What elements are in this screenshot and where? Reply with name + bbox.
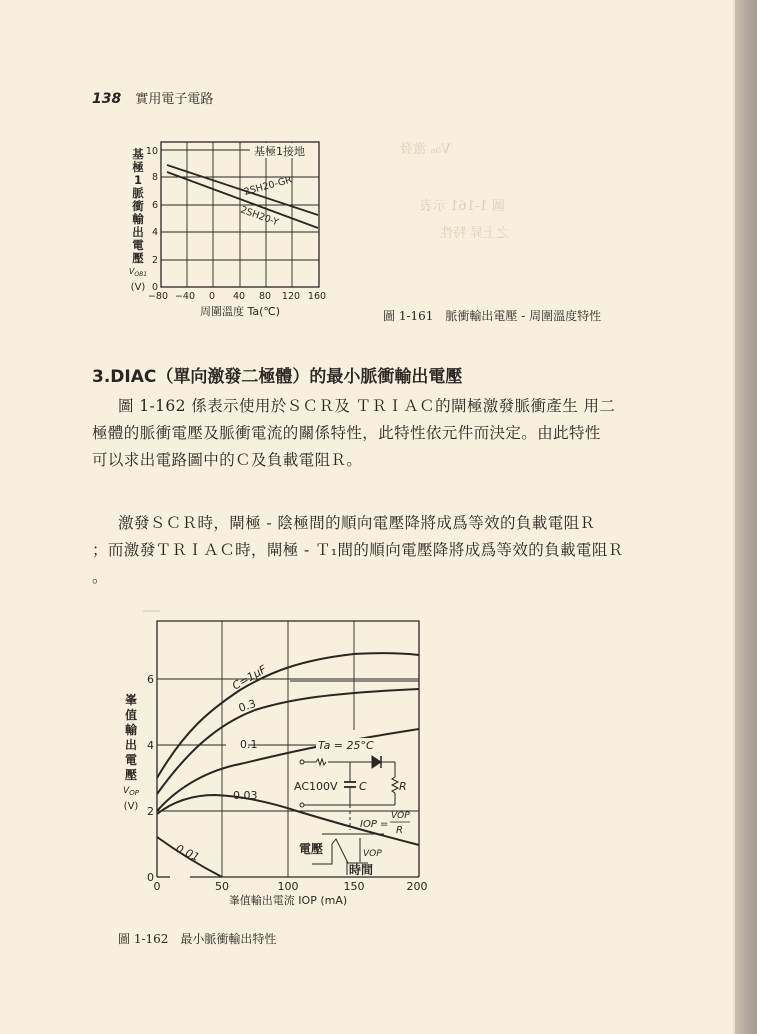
x-axis-label: 周圍溫度 Ta(℃) [199, 305, 281, 318]
bleed-through-text: 圖 1-161 示表 [420, 199, 505, 214]
svg-text:−40: −40 [174, 291, 196, 302]
svg-text:−80: −80 [147, 291, 169, 302]
svg-text:輸: 輸 [132, 212, 144, 226]
svg-text:時間: 時間 [349, 863, 374, 877]
svg-text:10: 10 [145, 146, 158, 157]
legend-2sh20-gr: 2SH20-GR [242, 174, 294, 198]
paragraph-line: 圖 1-162 係表示使用於ＳＣＲ及 ＴＲＩＡＣ的閘極激發脈衝產生 用二 [118, 397, 616, 415]
inset-circuit [294, 738, 410, 877]
svg-text:VOP: VOP [363, 849, 382, 859]
svg-text:40: 40 [232, 291, 246, 302]
section-heading: 3.DIAC（單向激發二極體）的最小脈衝輸出電壓 [92, 367, 463, 387]
svg-text:衝: 衝 [132, 199, 144, 213]
figure-161-caption: 圖 1-161 脈衝輸出電壓 - 周圍溫度特性 [383, 309, 602, 323]
svg-text:R: R [396, 825, 403, 836]
svg-text:Ta = 25°C: Ta = 25°C [318, 739, 374, 752]
svg-text:4: 4 [147, 739, 154, 752]
svg-text:200: 200 [406, 880, 428, 893]
paragraph-line: 極體的脈衝電壓及脈衝電流的關係特性，此特性依元件而決定。由此特性 [92, 424, 601, 442]
curve-label-1uf: C=1μF [230, 662, 269, 693]
svg-text:C: C [359, 780, 367, 793]
svg-text:2: 2 [147, 805, 154, 818]
bleed-through-text: 之上昇 特性 [440, 226, 510, 241]
svg-text:VOP: $V_{OP}$ [123, 786, 139, 797]
svg-text:電壓: 電壓 [299, 842, 324, 856]
annotation-base-grounded: 基極1接地 [254, 145, 305, 158]
svg-text:0: 0 [151, 282, 158, 293]
svg-text:160: 160 [307, 291, 327, 302]
svg-text:(V): (V) [130, 282, 146, 293]
svg-text:(V): (V) [123, 801, 139, 812]
svg-text:0: 0 [147, 871, 154, 884]
curve-label-0-01: 0.01 [173, 841, 202, 865]
bleed-through-text: V₀ₙ 激發 [400, 142, 451, 157]
x-axis-label: 峯值輸出電流 IOP (mA) [228, 894, 348, 907]
svg-text:壓: 壓 [132, 251, 144, 265]
figure-162-caption: 圖 1-162 最小脈衝輸出特性 [118, 932, 277, 946]
svg-text:2: 2 [151, 255, 158, 266]
svg-text:值: 值 [124, 708, 138, 722]
svg-text:100: 100 [277, 880, 299, 893]
svg-text:AC100V: AC100V [294, 780, 338, 793]
svg-text:極: 極 [132, 160, 144, 174]
svg-text:80: 80 [258, 291, 272, 302]
svg-text:IOP =: IOP = [360, 819, 389, 830]
svg-text:50: 50 [215, 880, 229, 893]
book-title: 實用電子電路 [135, 92, 214, 107]
svg-text:0: 0 [153, 880, 161, 893]
svg-text:120: 120 [281, 291, 301, 302]
figure-161-chart [115, 135, 335, 325]
paragraph-1 [92, 393, 672, 474]
paragraph-2 [92, 510, 672, 591]
paragraph-line: 激發ＳＣＲ時，閘極 - 陰極間的順向電壓降將成爲等效的負載電阻Ｒ [118, 514, 596, 532]
book-binding [735, 0, 757, 1034]
svg-text:壓: 壓 [124, 768, 138, 782]
svg-text:8: 8 [151, 172, 158, 183]
svg-text:出: 出 [124, 738, 138, 752]
svg-text:0: 0 [208, 291, 216, 302]
svg-text:4: 4 [151, 227, 158, 238]
svg-text:脈: 脈 [132, 186, 144, 200]
svg-text:電: 電 [132, 238, 144, 252]
svg-text:6: 6 [151, 200, 158, 211]
running-header [92, 88, 213, 107]
svg-text:電: 電 [124, 753, 138, 767]
svg-text:峯: 峯 [124, 693, 138, 707]
curve-label-0-03: 0.03 [233, 789, 258, 802]
svg-text:VOP: VOP [391, 811, 410, 821]
svg-text:輸: 輸 [124, 723, 138, 737]
figure-162-chart [110, 605, 440, 910]
curve-label-0-3: 0.3 [236, 697, 258, 715]
svg-text:150: 150 [343, 880, 365, 893]
paragraph-line: 。 [92, 568, 108, 586]
svg-text:出: 出 [132, 225, 144, 239]
svg-text:VOB1: $V_{OB1}$ [128, 267, 148, 278]
legend-2sh20-y: 2SH20-Y [238, 204, 280, 229]
paragraph-line: 可以求出電路圖中的Ｃ及負載電阻Ｒ。 [92, 451, 363, 469]
page-number: 138 [92, 91, 122, 107]
curve-label-0-1: 0.1 [240, 738, 258, 751]
svg-text:基: 基 [132, 147, 144, 161]
svg-text:R: R [399, 780, 407, 793]
paragraph-line: ；而激發ＴＲＩＡＣ時，閘極 - Ｔ₁間的順向電壓降將成爲等效的負載電阻Ｒ [92, 541, 624, 559]
svg-text:1: 1 [133, 173, 143, 187]
svg-text:6: 6 [147, 673, 154, 686]
